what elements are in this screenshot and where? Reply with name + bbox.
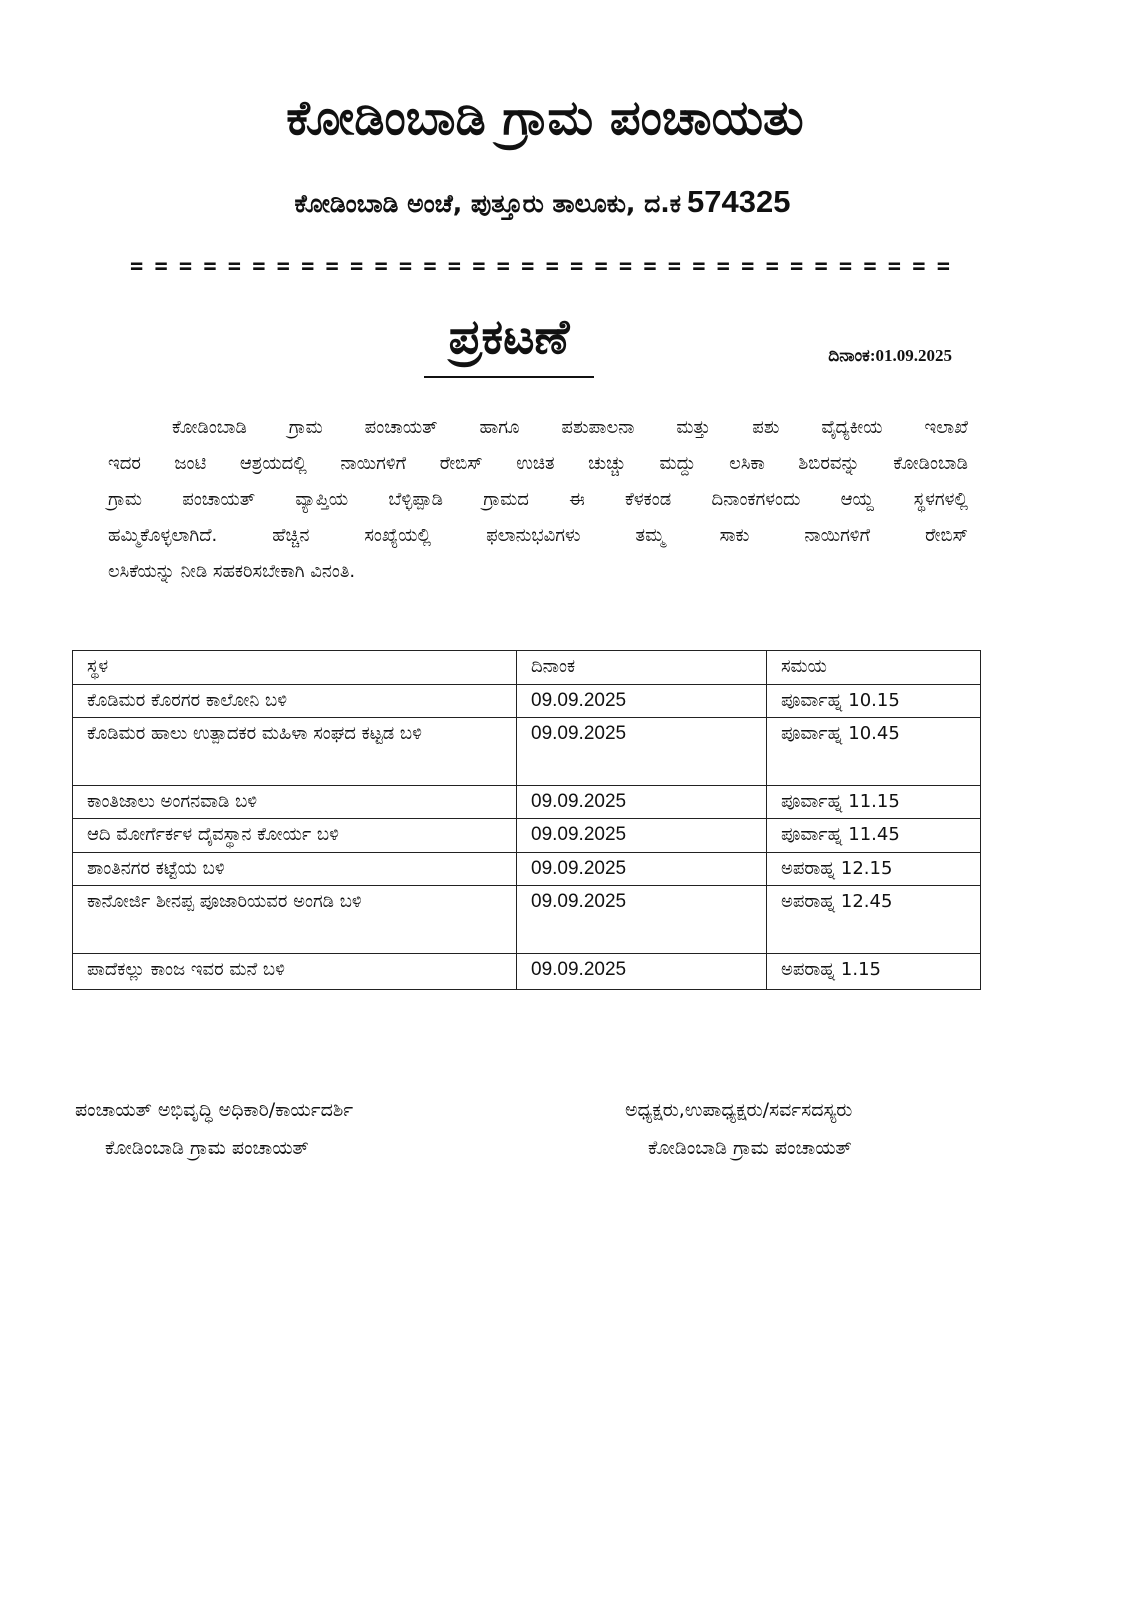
- date-cell: 09.09.2025: [517, 718, 767, 786]
- date-cell: 09.09.2025: [517, 954, 767, 990]
- table-row: [73, 685, 981, 718]
- body-line: ಗ್ರಾಮ ಪಂಚಾಯತ್ ವ್ಯಾಪ್ತಿಯ ಬೆಳ್ಳಿಪ್ಪಾಡಿ ಗ್ರಾಮದ ಈ ಕೆಳಕಂಡ ದಿನಾಂಕಗಳಂದು ಆಯ್ದ ಸ್ಥಳಗಳಲ್ಲಿ: [108, 489, 968, 510]
- body-line: ಹಮ್ಮಿಕೊಳ್ಳಲಾಗಿದೆ. ಹೆಚ್ಚಿನ ಸಂಖ್ಯೆಯಲ್ಲಿ ಫಲಾನುಭವಿಗಳು ತಮ್ಮ ಸಾಕು ನಾಯಿಗಳಿಗೆ ರೇಬಿಸ್: [108, 525, 968, 546]
- place-cell: ಪಾದೆಕಲ್ಲು ಕಾಂಜ ಇವರ ಮನೆ ಬಳಿ: [73, 954, 517, 990]
- date-cell: 09.09.2025: [517, 786, 767, 819]
- table-header-row: [73, 651, 981, 685]
- signature-designation: ಅಧ್ಯಕ್ಷರು,ಉಪಾಧ್ಯಕ್ಷರು/ಸರ್ವಸದಸ್ಯರು: [625, 1099, 853, 1121]
- notice-date: ದಿನಾಂಕ:01.09.2025: [828, 346, 952, 365]
- time-cell: ಪೂರ್ವಾಹ್ನ 10.45: [767, 718, 981, 786]
- body-line: ಇದರ ಜಂಟಿ ಆಶ್ರಯದಲ್ಲಿ ನಾಯಿಗಳಿಗೆ ರೇಬಿಸ್ ಉಚಿತ ಚುಚ್ಚು ಮದ್ದು ಲಸಿಕಾ ಶಿಬಿರವನ್ನು ಕೋಡಿಂಬಾಡಿ: [108, 453, 968, 474]
- table-row: [73, 718, 981, 786]
- place-cell: ಕೊಡಿಮರ ಹಾಲು ಉತ್ಪಾದಕರ ಮಹಿಳಾ ಸಂಘದ ಕಟ್ಟಡ ಬಳಿ: [73, 718, 517, 786]
- signature-block-secretary: [75, 1091, 353, 1167]
- place-cell: ಆದಿ ಮೋರ್ಗೆರ್ಕಳ ದೈವಸ್ಥಾನ ಕೋರ್ಯ ಬಳಿ: [73, 819, 517, 853]
- table-header-place: ಸ್ಥಳ: [73, 651, 517, 685]
- address-text: ಕೋಡಿಂಬಾಡಿ ಅಂಚೆ, ಪುತ್ತೂರು ತಾಲೂಕು, ದ.ಕ: [294, 189, 682, 218]
- vaccination-schedule-table: [72, 650, 981, 990]
- body-line: ಲಸಿಕೆಯನ್ನು ನೀಡಿ ಸಹಕರಿಸಬೇಕಾಗಿ ವಿನಂತಿ.: [108, 561, 356, 582]
- time-cell: ಅಪರಾಹ್ನ 1.15: [767, 954, 981, 990]
- place-cell: ಶಾಂತಿನಗರ ಕಟ್ಟೆಯ ಬಳಿ: [73, 853, 517, 886]
- date-cell: 09.09.2025: [517, 819, 767, 853]
- body-line: ಕೋಡಿಂಬಾಡಿ ಗ್ರಾಮ ಪಂಚಾಯತ್ ಹಾಗೂ ಪಶುಪಾಲನಾ ಮತ್ತು ಪಶು ವೈದ್ಯಕೀಯ ಇಲಾಖೆ: [172, 417, 968, 438]
- time-cell: ಅಪರಾಹ್ನ 12.15: [767, 853, 981, 886]
- date-cell: 09.09.2025: [517, 685, 767, 718]
- table-header-date: ದಿನಾಂಕ: [517, 651, 767, 685]
- table-header-time: ಸಮಯ: [767, 651, 981, 685]
- separator-line: ==================================: [130, 254, 962, 279]
- signature-office: ಕೋಡಿಂಬಾಡಿ ಗ್ರಾಮ ಪಂಚಾಯತ್: [105, 1137, 309, 1159]
- date-cell: 09.09.2025: [517, 886, 767, 954]
- time-cell: ಪೂರ್ವಾಹ್ನ 11.15: [767, 786, 981, 819]
- date-cell: 09.09.2025: [517, 853, 767, 886]
- place-cell: ಕಾನೋರ್ಜಿ ಶೀನಪ್ಪ ಪೂಜಾರಿಯವರ ಅಂಗಡಿ ಬಳಿ: [73, 886, 517, 954]
- table-row: [73, 853, 981, 886]
- time-cell: ಪೂರ್ವಾಹ್ನ 10.15: [767, 685, 981, 718]
- place-cell: ಕಾಂತಿಜಾಲು ಅಂಗನವಾಡಿ ಬಳಿ: [73, 786, 517, 819]
- notice-body: [108, 410, 968, 590]
- table-row: [73, 819, 981, 853]
- place-cell: ಕೊಡಿಮರ ಕೊರಗರ ಕಾಲೋನಿ ಬಳಿ: [73, 685, 517, 718]
- table-row: [73, 886, 981, 954]
- signature-designation: ಪಂಚಾಯತ್ ಅಭಿವೃದ್ಧಿ ಅಧಿಕಾರಿ/ಕಾರ್ಯದರ್ಶಿ: [75, 1099, 354, 1121]
- signature-block-president: [625, 1091, 852, 1167]
- table-row: [73, 954, 981, 990]
- notice-heading: ಪ್ರಕಟಣೆ: [424, 302, 594, 378]
- panchayat-title: ಕೋಡಿಂಬಾಡಿ ಗ್ರಾಮ ಪಂಚಾಯತು: [286, 90, 804, 146]
- time-cell: ಅಪರಾಹ್ನ 12.45: [767, 886, 981, 954]
- panchayat-address: [0, 182, 1085, 224]
- pincode: 574325: [687, 184, 791, 219]
- signature-office: ಕೋಡಿಂಬಾಡಿ ಗ್ರಾಮ ಪಂಚಾಯತ್: [648, 1137, 852, 1159]
- table-row: [73, 786, 981, 819]
- time-cell: ಪೂರ್ವಾಹ್ನ 11.45: [767, 819, 981, 853]
